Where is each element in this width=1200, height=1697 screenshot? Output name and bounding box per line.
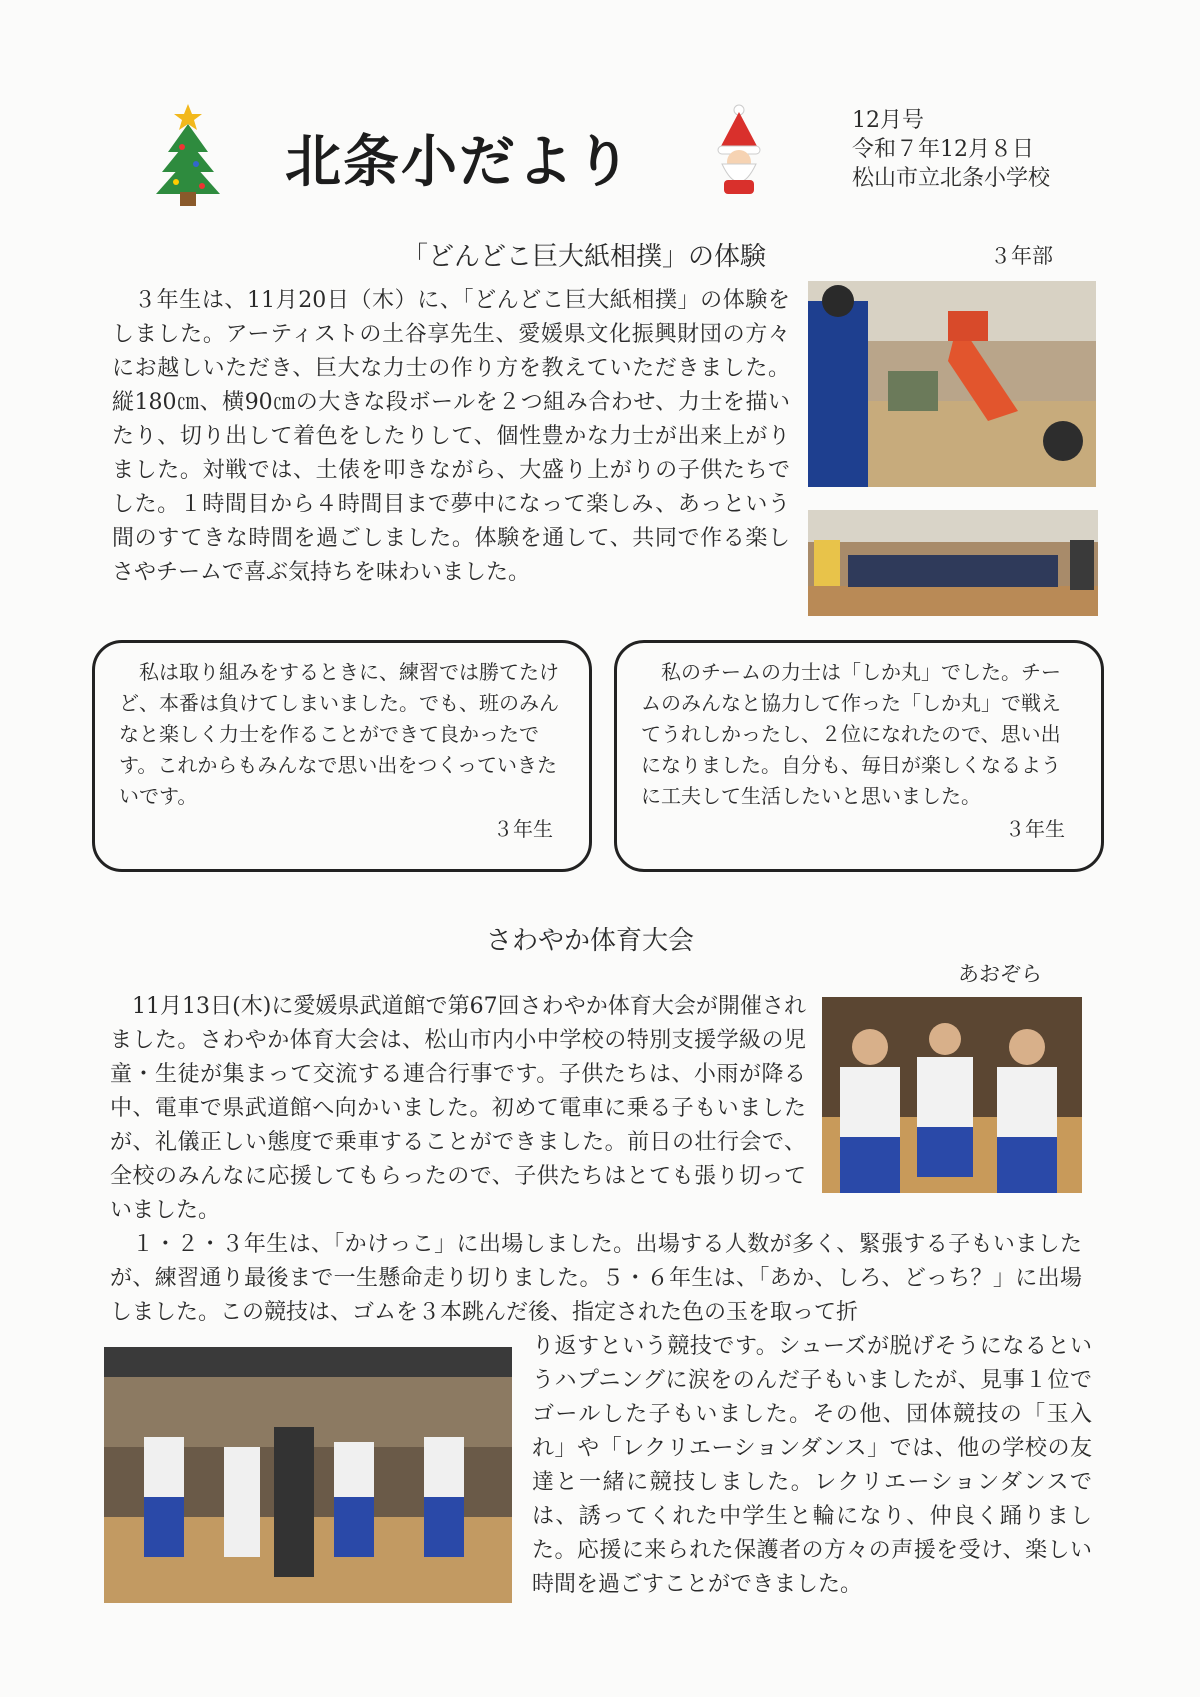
- christmas-tree-icon: [152, 102, 224, 208]
- issue-month: 12月号: [852, 108, 924, 133]
- comment-text: 私のチームの力士は「しか丸」でした。チームのみんなと協力して作った「しか丸」で戦えてうれしかったし、２位になれたので、思い出になりました。自分も、毎日が楽しくなるように工夫して生活したいと思いました。: [641, 660, 1061, 808]
- issue-info: [852, 106, 1050, 193]
- article2-paragraph-2b: り返すという競技です。シューズが脱げそうになるというハプニングに涙をのんだ子もいましたが、見事１位でゴールした子もいました。その他、団体競技の「玉入れ」や「レクリエーションダンス」では、他の学校の友達と一緒に競技しました。レクリエーションダンスでは、誘ってくれた中学生と輪になり、仲良く踊りました。応援に来られた保護者の方々の声援を受け、楽しい時間を過ごすことができました。: [532, 1334, 1092, 1597]
- issue-date: 令和７年12月８日: [852, 137, 1034, 162]
- article1-title: 「どんどこ巨大紙相撲」の体験: [402, 242, 767, 272]
- newsletter-title: 北条小だより: [285, 130, 633, 195]
- school-name: 松山市立北条小学校: [852, 166, 1051, 191]
- article1-dept: ３年部: [990, 244, 1053, 268]
- comment-author: ３年生: [1005, 817, 1065, 841]
- comment-author: ３年生: [493, 817, 553, 841]
- santa-icon: [712, 104, 766, 196]
- article2-dept: あおぞら: [958, 962, 1042, 986]
- event-photo: [104, 1347, 512, 1603]
- comment-text: 私は取り組みをするときに、練習では勝てたけど、本番は負けてしまいました。でも、班のみんなと楽しく力士を作ることができて良かったです。これからもみんなで思い出をつくっていきたいです。: [119, 660, 559, 808]
- article2-title: さわやか体育大会: [486, 926, 695, 956]
- group-photo: [808, 510, 1098, 616]
- article2-body-bottom: [532, 1330, 1092, 1602]
- article2-body-middle: [110, 1228, 1082, 1330]
- article2-body-top: [110, 990, 806, 1228]
- students-photo: [822, 997, 1082, 1193]
- article2-paragraph-2a: １・２・３年生は、「かけっこ」に出場しました。出場する人数が多く、緊張する子もいましたが、練習通り最後まで一生懸命走り切りました。５・６年生は、「あか、しろ、どっち？」に出場しました。この競技は、ゴムを３本跳んだ後、指定された色の玉を取って折: [110, 1232, 1082, 1325]
- student-comment-2: [614, 640, 1104, 872]
- student-comment-1: [92, 640, 592, 872]
- article2-paragraph-1: 11月13日(木)に愛媛県武道館で第67回さわやか体育大会が開催されました。さわやか体育大会は、松山市内小中学校の特別支援学級の児童・生徒が集まって交流する連合行事です。子供たちは、小雨が降る中、電車で県武道館へ向かいました。初めて電車に乗る子もいましたが、礼儀正しい態度で乗車することができました。前日の壮行会で、全校のみんなに応援してもらったので、子供たちはとても張り切っていました。: [110, 994, 806, 1223]
- article1-body: [112, 284, 790, 590]
- article1-paragraph: ３年生は、11月20日（木）に、「どんどこ巨大紙相撲」の体験をしました。アーティストの土谷享先生、愛媛県文化振興財団の方々にお越しいただき、巨大な力士の作り方を教えていただきました。縦180㎝、横90㎝の大きな段ボールを２つ組み合わせ、力士を描いたり、切り出して着色をしたりして、個性豊かな力士が出来上がりました。対戦では、土俵を叩きながら、大盛り上がりの子供たちでした。１時間目から４時間目まで夢中になって楽しみ、あっという間のすてきな時間を過ごしました。体験を通して、共同で作る楽しさやチームで喜ぶ気持ちを味わいました。: [112, 288, 790, 585]
- sumo-workshop-photo: [808, 281, 1096, 487]
